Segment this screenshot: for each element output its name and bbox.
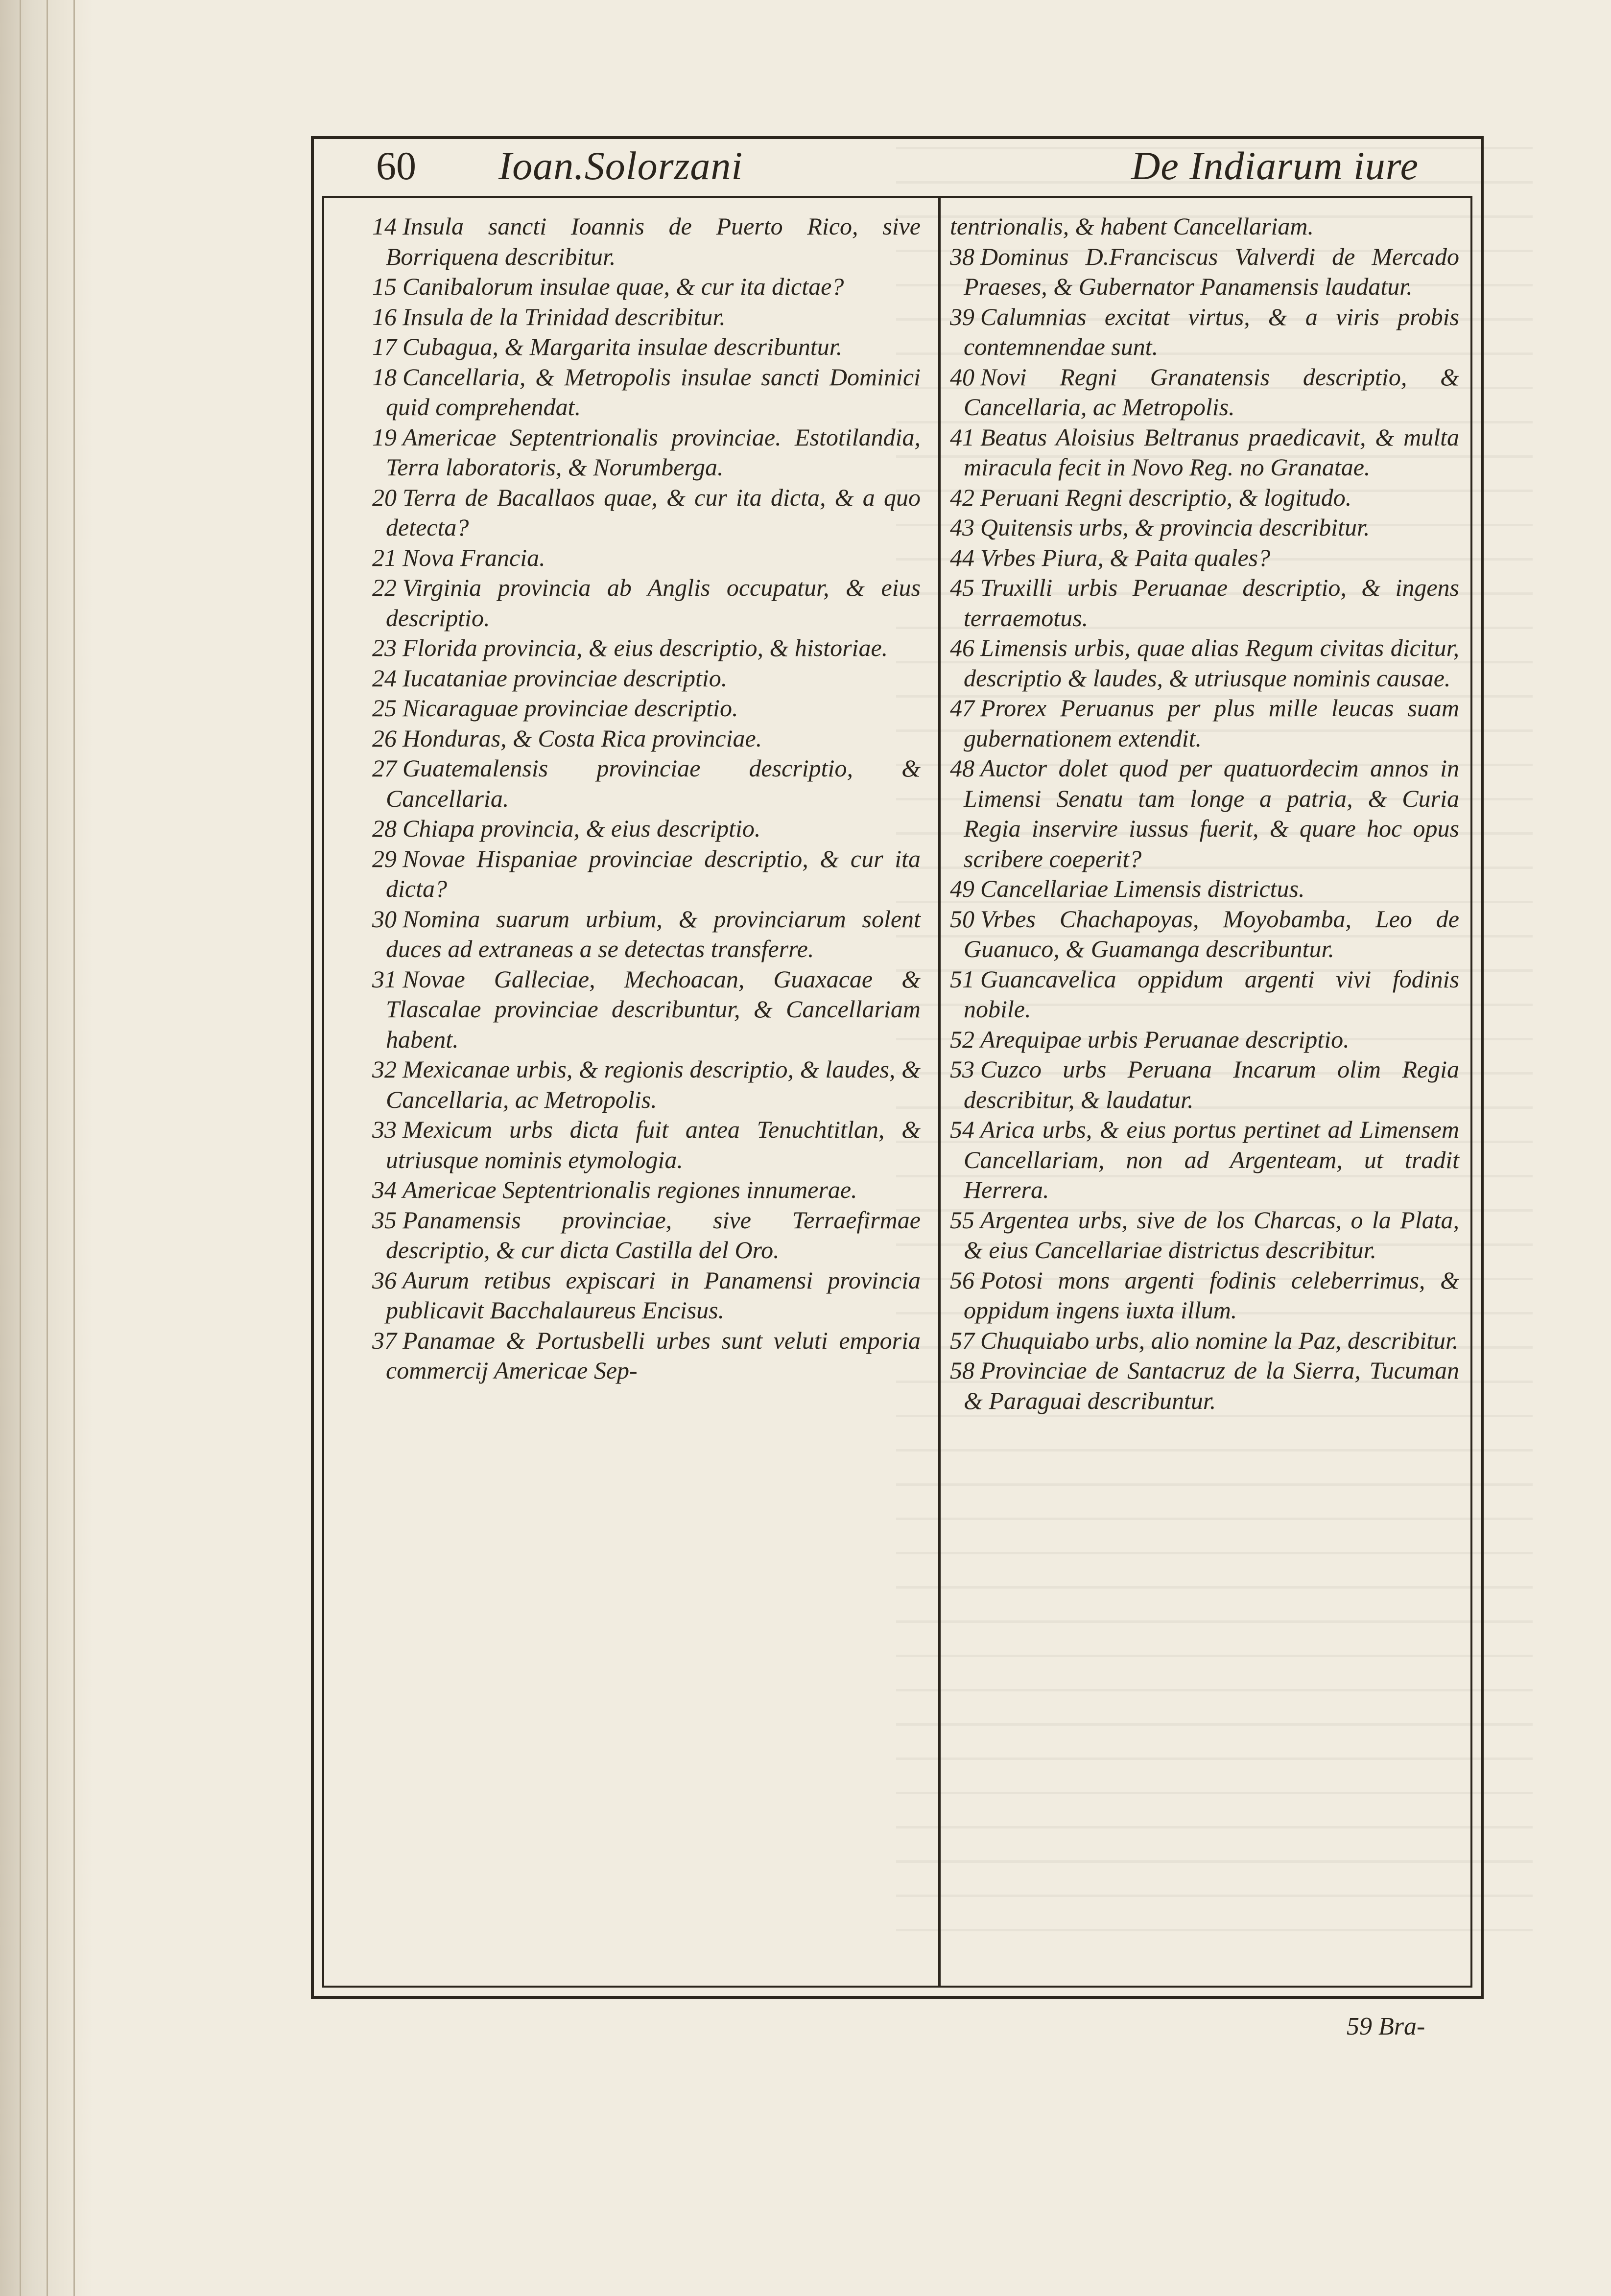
entry-text: Cancellariae Limensis districtus. bbox=[980, 875, 1305, 902]
entry-number: 14 bbox=[372, 212, 397, 240]
entry-number: 33 bbox=[372, 1116, 397, 1143]
index-entry bbox=[950, 211, 1459, 242]
index-entry bbox=[950, 573, 1459, 633]
index-entry bbox=[950, 1025, 1459, 1055]
index-entry bbox=[372, 663, 921, 694]
running-head-title: De Indiarum iure bbox=[1131, 143, 1419, 188]
index-entry bbox=[950, 1326, 1459, 1356]
entry-text: Cancellaria, & Metropolis insulae sancti Dominici quid comprehendat. bbox=[386, 363, 921, 421]
entry-number: 45 bbox=[950, 574, 974, 601]
entry-text: Novae Galleciae, Mechoacan, Guaxacae & Tlascalae provinciae describuntur, & Cancellariam habent. bbox=[386, 965, 921, 1053]
index-entry bbox=[950, 1356, 1459, 1416]
entry-number: 47 bbox=[950, 694, 974, 722]
entry-text: Terra de Bacallaos quae, & cur ita dicta, & a quo detecta? bbox=[386, 483, 921, 541]
index-entry bbox=[372, 724, 921, 754]
entry-number: 32 bbox=[372, 1055, 397, 1083]
index-entry bbox=[372, 573, 921, 633]
entry-number: 37 bbox=[372, 1326, 397, 1354]
running-head bbox=[322, 140, 1472, 196]
index-entry bbox=[372, 1326, 921, 1386]
entry-number: 56 bbox=[950, 1266, 974, 1294]
entry-number: 20 bbox=[372, 483, 397, 511]
index-entry bbox=[950, 964, 1459, 1025]
entry-number: 55 bbox=[950, 1206, 974, 1234]
index-entry bbox=[372, 543, 921, 573]
entry-number: 18 bbox=[372, 363, 397, 391]
entry-text: Arica urbs, & eius portus pertinet ad Limensem Cancellariam, non ad Argenteam, ut tradit Herrera. bbox=[964, 1116, 1459, 1203]
entry-number: 49 bbox=[950, 875, 974, 902]
index-entry bbox=[372, 1205, 921, 1265]
entry-text: Aurum retibus expiscari in Panamensi provincia publicavit Bacchalaureus Encisus. bbox=[386, 1266, 921, 1324]
entry-text: Chiapa provincia, & eius descriptio. bbox=[403, 815, 761, 842]
index-entry bbox=[950, 1265, 1459, 1326]
entry-number: 43 bbox=[950, 514, 974, 541]
entry-text: Nomina suarum urbium, & provinciarum solent duces ad extraneas a se detectas transferre. bbox=[386, 905, 921, 962]
entry-number: 28 bbox=[372, 815, 397, 842]
entry-text: Chuquiabo urbs, alio nomine la Paz, describitur. bbox=[980, 1326, 1459, 1354]
page-edge-line bbox=[47, 0, 48, 2296]
index-entry bbox=[950, 302, 1459, 362]
entry-number: 22 bbox=[372, 574, 397, 601]
entry-number: 21 bbox=[372, 543, 397, 571]
entry-text: Nicaraguae provinciae descriptio. bbox=[403, 694, 738, 722]
entry-number: 40 bbox=[950, 363, 974, 391]
index-entry bbox=[950, 513, 1459, 543]
index-entry bbox=[372, 332, 921, 362]
entry-number: 58 bbox=[950, 1357, 974, 1384]
index-entry bbox=[372, 753, 921, 814]
entry-number: 41 bbox=[950, 423, 974, 451]
index-entry bbox=[372, 1054, 921, 1115]
index-entry bbox=[950, 362, 1459, 422]
entry-text: Canibalorum insulae quae, & cur ita dictae? bbox=[403, 273, 844, 300]
entry-number: 16 bbox=[372, 303, 397, 330]
index-entry bbox=[950, 483, 1459, 513]
right-column bbox=[950, 211, 1459, 1416]
entry-number: 50 bbox=[950, 905, 974, 933]
entry-text: Peruani Regni descriptio, & logitudo. bbox=[980, 483, 1352, 511]
entry-text: Vrbes Piura, & Paita quales? bbox=[980, 543, 1271, 571]
entry-text: Cubagua, & Margarita insulae describuntur. bbox=[403, 333, 843, 360]
entry-text: Novi Regni Granatensis descriptio, & Cancellaria, ac Metropolis. bbox=[964, 363, 1459, 421]
entry-number: 52 bbox=[950, 1025, 974, 1053]
entry-number: 35 bbox=[372, 1206, 397, 1234]
index-entry bbox=[950, 904, 1459, 964]
index-entry bbox=[372, 1265, 921, 1326]
entry-text: Guatemalensis provinciae descriptio, & Cancellaria. bbox=[386, 754, 921, 812]
index-entry bbox=[372, 693, 921, 724]
entry-text: Insula sancti Ioannis de Puerto Rico, sive Borriquena describitur. bbox=[386, 212, 921, 270]
page-edge-line bbox=[73, 0, 75, 2296]
entry-text: Arequipae urbis Peruanae descriptio. bbox=[980, 1025, 1350, 1053]
entry-number: 38 bbox=[950, 242, 974, 270]
entry-text: Mexicum urbs dicta fuit antea Tenuchtitlan, & utriusque nominis etymologia. bbox=[386, 1116, 921, 1173]
index-entry bbox=[372, 272, 921, 302]
entry-text: tentrionalis, & habent Cancellariam. bbox=[950, 212, 1314, 240]
entry-text: Florida provincia, & eius descriptio, & historiae. bbox=[403, 634, 888, 661]
entry-number: 48 bbox=[950, 754, 974, 782]
entry-number: 19 bbox=[372, 423, 397, 451]
index-entry bbox=[372, 211, 921, 272]
entry-text: Mexicanae urbis, & regionis descriptio, & laudes, & Cancellaria, ac Metropolis. bbox=[386, 1055, 921, 1113]
index-entry bbox=[950, 1205, 1459, 1265]
catchword: 59 Bra- bbox=[1347, 2013, 1425, 2040]
entry-number: 29 bbox=[372, 844, 397, 872]
entry-text: Limensis urbis, quae alias Regum civitas dicitur, descriptio & laudes, & utriusque nominis causae. bbox=[964, 634, 1459, 692]
entry-text: Americae Septentrionalis provinciae. Estotilandia, Terra laboratoris, & Norumberga. bbox=[386, 423, 921, 481]
entry-text: Virginia provincia ab Anglis occupatur, & eius descriptio. bbox=[386, 574, 921, 632]
index-entry bbox=[950, 242, 1459, 302]
index-entry bbox=[372, 814, 921, 844]
entry-text: Insula de la Trinidad describitur. bbox=[403, 303, 726, 330]
index-entry bbox=[372, 362, 921, 422]
entry-text: Prorex Peruanus per plus mille leucas suam gubernationem extendit. bbox=[964, 694, 1459, 752]
index-entry bbox=[372, 1115, 921, 1175]
entry-number: 30 bbox=[372, 905, 397, 933]
entry-text: Guancavelica oppidum argenti vivi fodinis nobile. bbox=[964, 965, 1459, 1023]
index-entry bbox=[372, 964, 921, 1055]
entry-text: Panamae & Portusbelli urbes sunt veluti emporia commercij Americae Sep- bbox=[386, 1326, 921, 1384]
entry-text: Argentea urbs, sive de los Charcas, o la Plata, & eius Cancellariae districtus describitur. bbox=[964, 1206, 1459, 1264]
index-entry bbox=[372, 904, 921, 964]
entry-text: Beatus Aloisius Beltranus praedicavit, & multa miracula fecit in Novo Reg. no Granatae. bbox=[964, 423, 1459, 481]
entry-text: Calumnias excitat virtus, & a viris probis contemnendae sunt. bbox=[964, 303, 1459, 360]
entry-text: Iucataniae provinciae descriptio. bbox=[403, 664, 728, 692]
index-entry bbox=[950, 753, 1459, 874]
entry-number: 17 bbox=[372, 333, 397, 360]
index-entry bbox=[950, 422, 1459, 483]
left-column bbox=[372, 211, 921, 1386]
index-entry bbox=[950, 633, 1459, 693]
entry-number: 36 bbox=[372, 1266, 397, 1294]
entry-number: 25 bbox=[372, 694, 397, 722]
column-divider bbox=[938, 196, 941, 1988]
entry-text: Truxilli urbis Peruanae descriptio, & ingens terraemotus. bbox=[964, 574, 1459, 632]
entry-text: Honduras, & Costa Rica provinciae. bbox=[403, 724, 762, 752]
entry-number: 34 bbox=[372, 1176, 397, 1203]
index-entry bbox=[372, 844, 921, 904]
index-entry bbox=[950, 693, 1459, 753]
page-number: 60 bbox=[376, 143, 416, 188]
index-entry bbox=[372, 1175, 921, 1205]
entry-number: 53 bbox=[950, 1055, 974, 1083]
entry-text: Potosi mons argenti fodinis celeberrimus, & oppidum ingens iuxta illum. bbox=[964, 1266, 1459, 1324]
entry-text: Nova Francia. bbox=[403, 543, 545, 571]
entry-number: 23 bbox=[372, 634, 397, 661]
entry-number: 26 bbox=[372, 724, 397, 752]
index-entry bbox=[372, 302, 921, 332]
entry-number: 31 bbox=[372, 965, 397, 993]
entry-text: Auctor dolet quod per quatuordecim annos in Limensi Senatu tam longe a patria, & Curia Regia inservire iussus fuerit, & quare hoc opus scribere coeperit? bbox=[964, 754, 1459, 872]
entry-number: 42 bbox=[950, 483, 974, 511]
running-head-author: Ioan.Solorzani bbox=[498, 143, 743, 188]
entry-number: 54 bbox=[950, 1116, 974, 1143]
entry-number: 51 bbox=[950, 965, 974, 993]
page-edge-line bbox=[20, 0, 21, 2296]
entry-number: 44 bbox=[950, 543, 974, 571]
index-entry bbox=[950, 1054, 1459, 1115]
entry-number: 15 bbox=[372, 273, 397, 300]
index-entry bbox=[950, 874, 1459, 904]
index-entry bbox=[950, 543, 1459, 573]
entry-number: 24 bbox=[372, 664, 397, 692]
entry-number: 46 bbox=[950, 634, 974, 661]
index-entry bbox=[950, 1115, 1459, 1205]
entry-text: Vrbes Chachapoyas, Moyobamba, Leo de Guanuco, & Guamanga describuntur. bbox=[964, 905, 1459, 962]
entry-number: 27 bbox=[372, 754, 397, 782]
index-entry bbox=[372, 633, 921, 663]
entry-text: Americae Septentrionalis regiones innumerae. bbox=[403, 1176, 857, 1203]
entry-number: 57 bbox=[950, 1326, 974, 1354]
entry-text: Dominus D.Franciscus Valverdi de Mercado Praeses, & Gubernator Panamensis laudatur. bbox=[964, 242, 1459, 300]
entry-number: 39 bbox=[950, 303, 974, 330]
entry-text: Cuzco urbs Peruana Incarum olim Regia describitur, & laudatur. bbox=[964, 1055, 1459, 1113]
entry-text: Provinciae de Santacruz de la Sierra, Tucuman & Paraguai describuntur. bbox=[964, 1357, 1459, 1414]
index-entry bbox=[372, 483, 921, 543]
entry-text: Quitensis urbs, & provincia describitur. bbox=[980, 514, 1370, 541]
index-entry bbox=[372, 422, 921, 483]
entry-text: Novae Hispaniae provinciae descriptio, & cur ita dicta? bbox=[386, 844, 921, 902]
entry-text: Panamensis provinciae, sive Terraefirmae descriptio, & cur dicta Castilla del Oro. bbox=[386, 1206, 921, 1264]
